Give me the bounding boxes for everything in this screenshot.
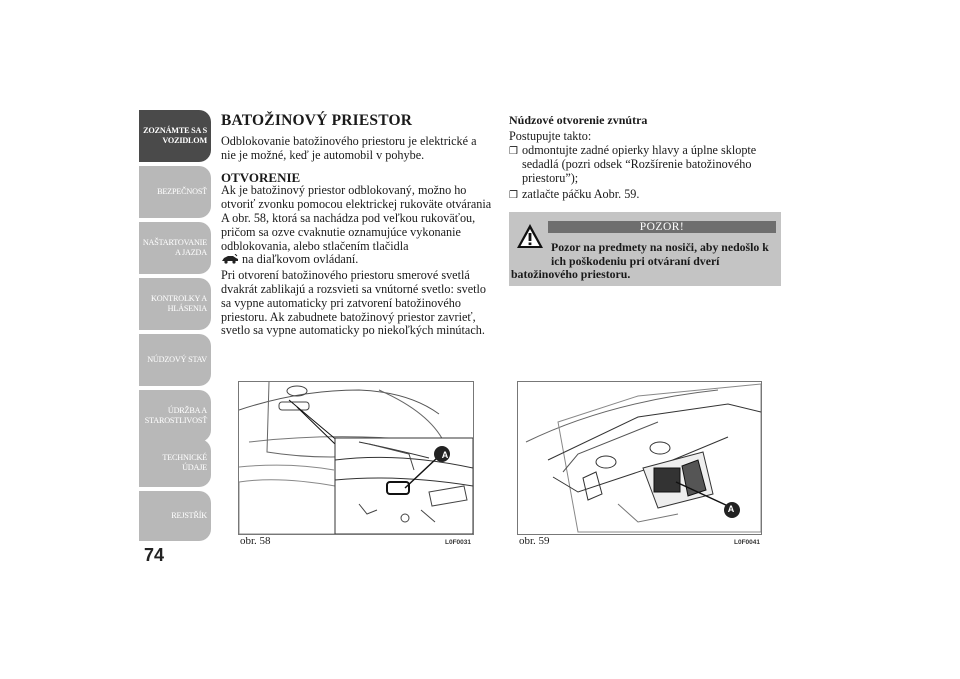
tab-label: KONTROLKY A HLÁSENIA [151,294,207,313]
opening-paragraph [221,184,494,267]
tab-label: ZOZNÁMTE SA S VOZIDLOM [143,126,207,145]
tab-technicke-udaje[interactable] [139,439,211,487]
tab-rejstrik[interactable] [139,491,211,541]
tab-label: TECHNICKÉ ÚDAJE [162,453,207,472]
checkbox-bullet-icon: ❒ [509,145,518,157]
callout-a-58: A [441,450,449,460]
tab-label: BEZPEČNOSŤ [157,187,207,196]
tab-label: NAŠTARTOVANIE A JAZDA [142,238,207,257]
list-item [509,188,781,203]
car-trunk-icon [221,254,239,264]
tab-kontrolky[interactable] [139,278,211,330]
emergency-heading: Núdzové otvorenie zvnútra [509,113,648,127]
left-column [221,135,494,338]
remote-text: na diaľkovom ovládaní. [242,252,359,267]
opening-text: Ak je batožinový priestor odblokovaný, možno ho otvoriť zvonku pomocou elektrickej rukoväte otvárania A obr. 58, ktorá sa nachádza pod veľkou rukoväťou, pričom sa ozve cvaknutie oznamujúce vykonanie odblokovania, alebo stlačením tlačidla [221,183,492,253]
warning-text [511,241,777,282]
callout-a-59: A [727,504,735,514]
checkbox-bullet-icon: ❒ [509,189,518,201]
figure-58-code: L0F0031 [445,539,472,546]
list-item [509,144,781,186]
tab-label: NÚDZOVÝ STAV [147,355,207,364]
section-title: BATOŽINOVÝ PRIESTOR [221,112,413,129]
figure-59-caption: obr. 59 [519,535,550,547]
tab-zoznamte-sa[interactable] [139,110,211,162]
opening-heading: OTVORENIE [221,169,301,185]
warning-line: Pozor na predmety na nosiči, aby nedošlo k ich poškodeniu pri otváraní dverí [551,240,769,268]
tab-label: ÚDRŽBA A STAROSTLIVOSŤ [144,406,207,425]
list-item-text: zatlačte páčku Aobr. 59. [522,186,640,201]
list-item-text: odmontujte zadné opierky hlavy a úplne sklopte sedadlá (pozri odsek “Rozšírenie batožinového priestoru”); [522,142,757,186]
tab-bezpecnost[interactable] [139,166,211,218]
tab-label: REJSTŘÍK [171,511,207,520]
lights-paragraph: Pri otvorení batožinového priestoru smerové svetlá dvakrát zablikajú a rozsvieti sa vnútorné svetlo: svetlo sa vypne automaticky pri zatvorení batožinového priestoru. Ak zabudnete batožinový priestor zavrieť, svetlo sa vypne automaticky po niekoľkých minútach. [221,268,487,338]
right-column [509,114,781,203]
figure-58-caption: obr. 58 [240,535,271,547]
page-number: 74 [144,545,165,565]
steps-intro: Postupujte takto: [509,128,592,143]
tab-udrzba[interactable] [139,390,211,442]
tab-nudzovy-stav[interactable] [139,334,211,386]
warning-title: POZOR! [548,221,776,233]
warning-line: batožinového priestoru. [511,267,631,281]
figure-59-code: L0F0041 [734,539,761,546]
tab-nastartovanie[interactable] [139,222,211,274]
intro-paragraph: Odblokovanie batožinového priestoru je elektrické a nie je možné, keď je automobil v pohybe. [221,134,477,162]
